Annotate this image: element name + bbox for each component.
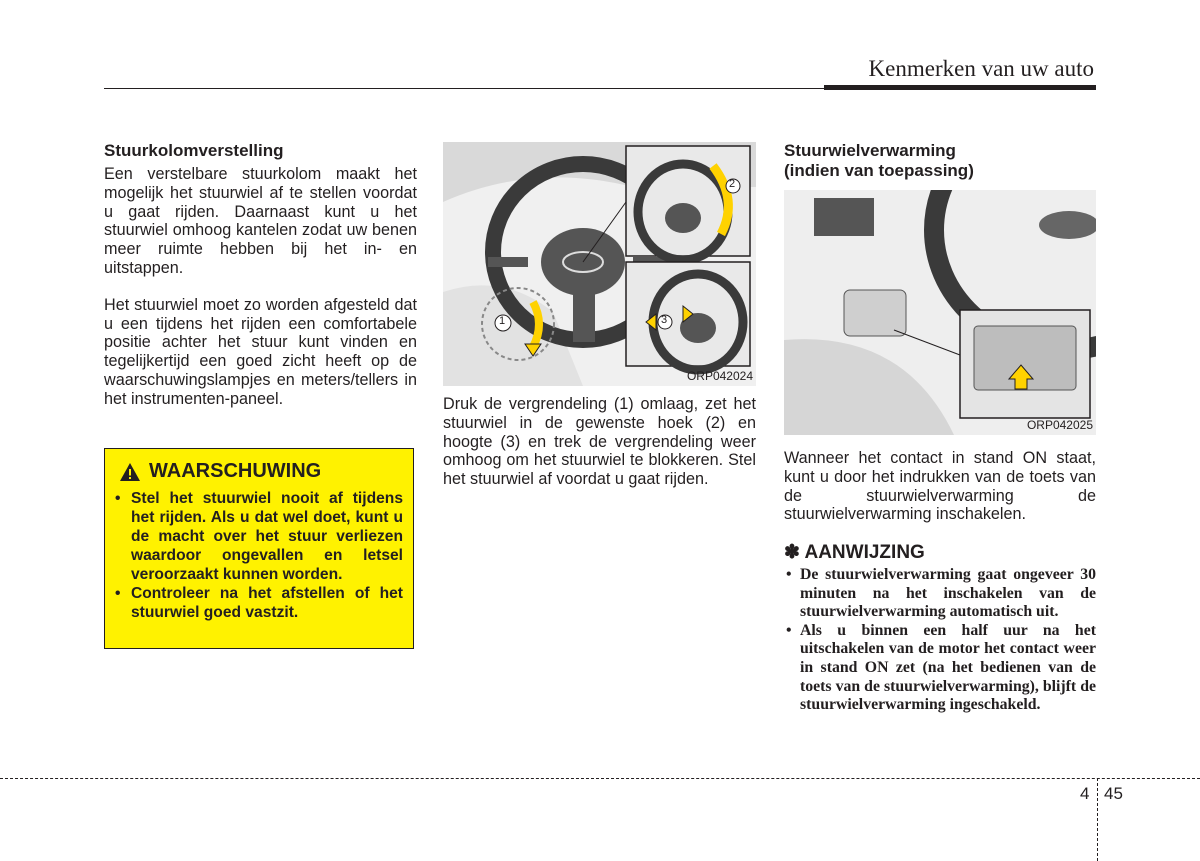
warning-title-text: WAARSCHUWING (149, 460, 322, 482)
paragraph-heated-wheel: Wanneer het contact in stand ON staat, kunt u door het indrukken van de toets van de stuurwielverwarming de stuurwielverwarming inschakelen. (784, 449, 1096, 524)
warning-item: • Stel het stuurwiel nooit af tijdens het rijden. Als u dat wel doet, kunt u de macht over het stuur verliezen waardoor ongevallen en letsel veroorzaakt kunnen worden. (113, 489, 403, 584)
note-item: • Als u binnen een half uur na het uitschakelen van de motor het contact weer in stand ON zet (na het bedienen van de toets van de stuurwielverwarming), blijft de stuurwielverwarming ingeschakeld. (784, 622, 1096, 715)
steering-adjustment-figure (443, 142, 756, 386)
warning-title (119, 460, 321, 483)
footer-rule (0, 778, 1200, 779)
right-column (784, 141, 1096, 185)
right-column-text (784, 449, 1096, 524)
section-number: 4 (1080, 784, 1090, 803)
section-heading-steering-column: Stuurkolomverstelling (104, 141, 284, 160)
footer-divider (1097, 778, 1098, 861)
note-item: • De stuurwielverwarming gaat ongeveer 30 minuten na het inschakelen van de stuurwielverwarming automatisch uit. (784, 566, 1096, 622)
left-column (104, 141, 417, 409)
callout-3: 3 (661, 314, 668, 326)
warning-box (104, 448, 414, 649)
page-number: 45 (1104, 784, 1123, 803)
note-title: ✽ AANWIJZING (784, 542, 925, 563)
warning-triangle-icon (119, 462, 141, 482)
note-list (784, 566, 1096, 715)
heated-wheel-illustration (784, 190, 1096, 435)
figure-code: ORP042025 (1026, 418, 1093, 432)
header-rule-accent (824, 85, 1096, 90)
warning-item: • Controleer na het afstellen of het stuurwiel goed vastzit. (113, 584, 403, 622)
warning-list (113, 489, 403, 622)
callout-1: 1 (499, 315, 506, 327)
paragraph-intro: Een verstelbare stuurkolom maakt het mogelijk het stuurwiel af te stellen voordat u gaat rijden. Daarnaast kunt u het stuurwiel omhoog kantelen zodat uw benen meer ruimte hebben bij het in- en uitstappen. (104, 165, 417, 277)
middle-column-text (443, 395, 756, 489)
steering-wheel-illustration (443, 142, 756, 386)
running-header-title: Kenmerken van uw auto (868, 56, 1094, 81)
callout-2: 2 (729, 178, 736, 190)
figure-code: ORP042024 (686, 369, 753, 383)
heated-wheel-figure (784, 190, 1096, 435)
section-heading-if-equipped: (indien van toepassing) (784, 161, 974, 180)
paragraph-adjustment: Het stuurwiel moet zo worden afgesteld dat u een tijdens het rijden een comfortabele positie achter het stuur kunt vinden en tegelijkertijd een goed zicht heeft op de waarschuwingslampjes en meters/tellers in het instrumenten-paneel. (104, 295, 417, 408)
paragraph-adjust-procedure: Druk de vergrendeling (1) omlaag, zet het stuurwiel in de gewenste hoek (2) en hoogte (3) en trek de vergrendeling weer omhoog om het stuurwiel te blokkeren. Stel het stuurwiel af voordat u gaat rijden. (443, 395, 756, 489)
section-heading-heated-wheel: Stuurwielverwarming (784, 141, 956, 160)
